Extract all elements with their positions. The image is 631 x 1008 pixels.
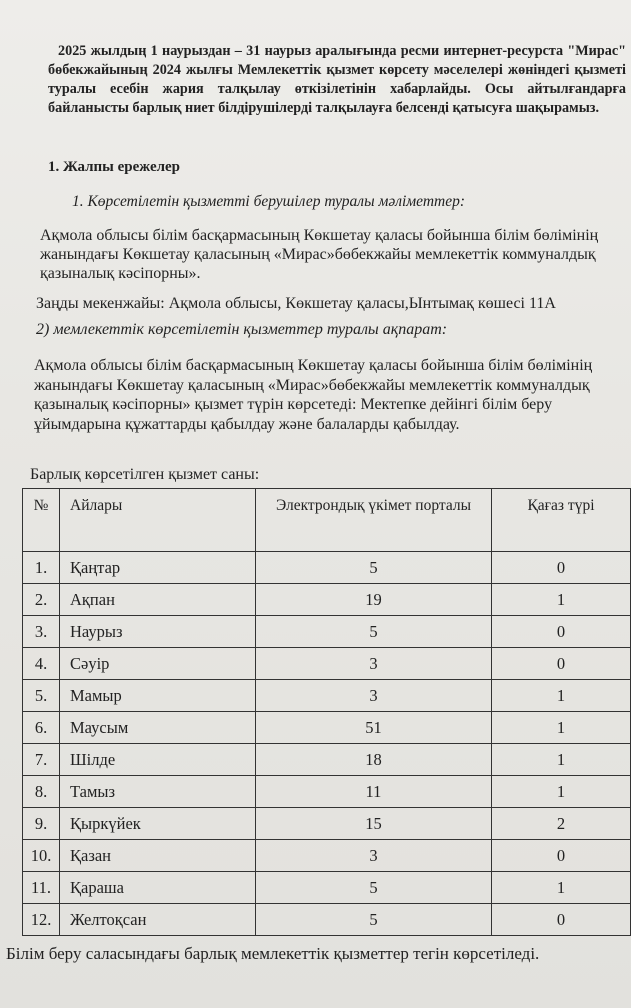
header-paper: Қағаз түрі <box>492 489 631 552</box>
section-heading: 1. Жалпы ережелер <box>48 159 181 175</box>
row-number: 3. <box>23 616 60 648</box>
row-egov-count: 19 <box>256 584 492 616</box>
provider-subheading: 1. Көрсетілетін қызметті берушілер туралы мәліметтер: <box>72 193 466 210</box>
row-number: 12. <box>23 904 60 936</box>
row-month: Қазан <box>60 840 256 872</box>
row-month: Мамыр <box>60 680 256 712</box>
services-subheading: 2) мемлекеттік көрсетілетін қызметтер туралы ақпарат: <box>36 321 448 338</box>
total-services-label: Барлық көрсетілген қызмет саны: <box>30 466 260 483</box>
row-month: Наурыз <box>60 616 256 648</box>
row-number: 4. <box>23 648 60 680</box>
header-month: Айлары <box>60 489 256 552</box>
provider-text: Ақмола облысы білім басқармасының Көкшетау қаласы бойынша білім бөлімінің жанындағы Көкшетау қаласының «Мирас»бөбекжайы мемлекеттік коммуналдық қазыналық кәсіпорны». <box>40 227 599 282</box>
row-egov-count: 3 <box>256 840 492 872</box>
row-number: 2. <box>23 584 60 616</box>
table-row <box>23 776 631 808</box>
row-month: Қаңтар <box>60 552 256 584</box>
row-month: Қыркүйек <box>60 808 256 840</box>
table-row <box>23 680 631 712</box>
row-number: 1. <box>23 552 60 584</box>
header-number: № <box>23 489 60 552</box>
announcement-paragraph: 2025 жылдың 1 наурыздан – 31 наурыз аралығында ресми интернет-ресурста "Мирас" бөбекжайының 2024 жылғы Мемлекеттік қызмет көрсету мәселелері жөніндегі қызметі туралы есебін жария талқылау өткізілетінін хабарлайды. Осы айтылғандарға байланысты барлық ниет білдірушілерді талқылауға белсенді қатысуға шақырамыз. <box>48 43 626 116</box>
services-table <box>22 488 631 936</box>
row-number: 6. <box>23 712 60 744</box>
row-paper-count: 0 <box>492 840 631 872</box>
footer-note: Білім беру саласындағы барлық мемлекеттік қызметтер тегін көрсетіледі. <box>6 944 540 963</box>
header-egov: Электрондық үкімет порталы <box>256 489 492 552</box>
row-paper-count: 1 <box>492 744 631 776</box>
table-row <box>23 744 631 776</box>
legal-address: Заңды мекенжайы: Ақмола облысы, Көкшетау қаласы,Ынтымақ көшесі 11А <box>36 295 556 312</box>
table-row <box>23 616 631 648</box>
table-row <box>23 840 631 872</box>
row-number: 8. <box>23 776 60 808</box>
row-egov-count: 18 <box>256 744 492 776</box>
table-row <box>23 872 631 904</box>
row-paper-count: 0 <box>492 904 631 936</box>
row-egov-count: 5 <box>256 904 492 936</box>
row-month: Шілде <box>60 744 256 776</box>
service-text: Ақмола облысы білім басқармасының Көкшетау қаласы бойынша білім бөлімінің жанындағы Көкшетау қаласының «Мирас»бөбекжайы мемлекеттік коммуналдық қазыналық кәсіпорны» қызмет түрін көрсетеді: Мектепке дейінгі білім беру ұйымдарына құжаттарды қабылдау және балаларды қабылдау. <box>34 357 593 433</box>
row-paper-count: 0 <box>492 616 631 648</box>
row-month: Тамыз <box>60 776 256 808</box>
row-paper-count: 1 <box>492 680 631 712</box>
row-paper-count: 0 <box>492 648 631 680</box>
table-row <box>23 648 631 680</box>
row-paper-count: 1 <box>492 712 631 744</box>
row-paper-count: 1 <box>492 776 631 808</box>
row-number: 9. <box>23 808 60 840</box>
row-egov-count: 5 <box>256 872 492 904</box>
table-header-row <box>23 489 631 552</box>
row-egov-count: 5 <box>256 616 492 648</box>
row-month: Сәуір <box>60 648 256 680</box>
table-row <box>23 808 631 840</box>
row-egov-count: 3 <box>256 680 492 712</box>
row-paper-count: 1 <box>492 584 631 616</box>
table-row <box>23 584 631 616</box>
row-egov-count: 3 <box>256 648 492 680</box>
row-egov-count: 15 <box>256 808 492 840</box>
row-number: 7. <box>23 744 60 776</box>
row-month: Ақпан <box>60 584 256 616</box>
row-egov-count: 11 <box>256 776 492 808</box>
row-number: 5. <box>23 680 60 712</box>
row-number: 10. <box>23 840 60 872</box>
table-row <box>23 712 631 744</box>
row-paper-count: 2 <box>492 808 631 840</box>
row-month: Желтоқсан <box>60 904 256 936</box>
row-month: Маусым <box>60 712 256 744</box>
row-number: 11. <box>23 872 60 904</box>
row-month: Қараша <box>60 872 256 904</box>
table-row <box>23 904 631 936</box>
row-paper-count: 1 <box>492 872 631 904</box>
row-egov-count: 5 <box>256 552 492 584</box>
row-egov-count: 51 <box>256 712 492 744</box>
row-paper-count: 0 <box>492 552 631 584</box>
table-row <box>23 552 631 584</box>
